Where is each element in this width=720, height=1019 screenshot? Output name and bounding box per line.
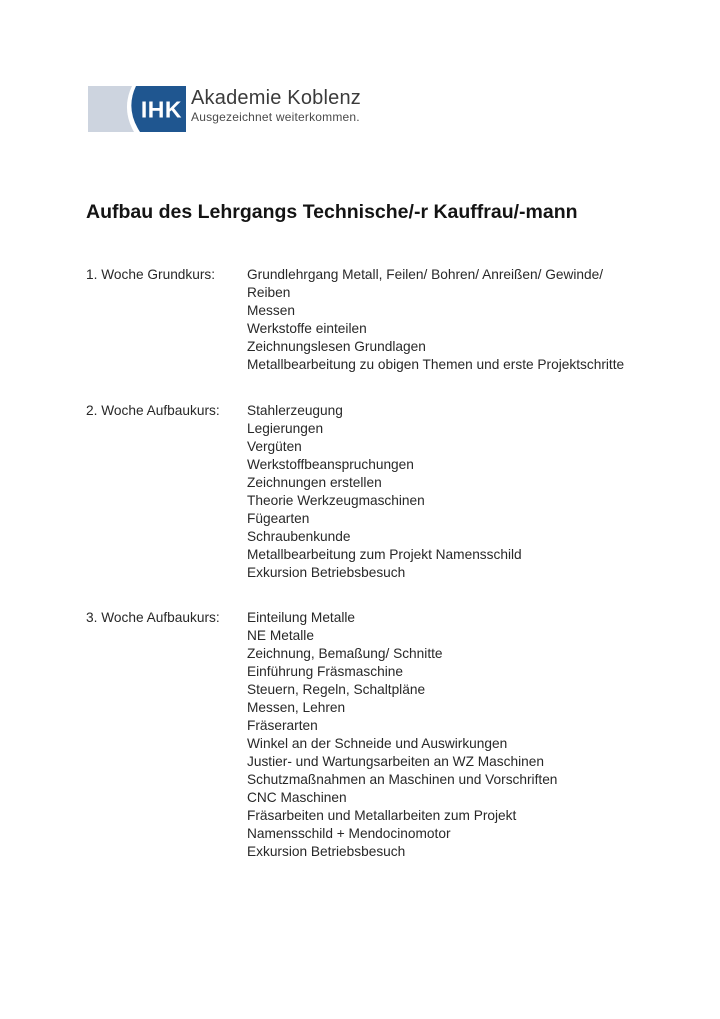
course-item: Einführung Fräsmaschine xyxy=(247,664,403,679)
logo-ihk-lettermark: IHK xyxy=(140,96,182,123)
section-label: 3. Woche Aufbaukurs: xyxy=(86,610,220,625)
section-items xyxy=(247,609,557,861)
section-label: 2. Woche Aufbaukurs: xyxy=(86,403,220,418)
course-item: Justier- und Wartungsarbeiten an WZ Maschinen xyxy=(247,754,544,769)
course-item: Messen, Lehren xyxy=(247,700,346,715)
course-item: Fräserarten xyxy=(247,718,318,733)
course-item: Werkstoffbeanspruchungen xyxy=(247,457,414,472)
course-section-week-2 xyxy=(86,402,522,582)
course-item: Zeichnungen erstellen xyxy=(247,475,382,490)
course-item: Werkstoffe einteilen xyxy=(247,321,367,336)
section-label: 1. Woche Grundkurs: xyxy=(86,267,216,282)
ihk-logo-mark xyxy=(88,86,186,132)
course-item: Fügearten xyxy=(247,511,310,526)
ihk-logo xyxy=(88,86,361,132)
course-item: Exkursion Betriebsbesuch xyxy=(247,565,406,580)
logo-name: Akademie Koblenz xyxy=(191,87,361,109)
logo-light-panel xyxy=(88,86,134,132)
course-item: Legierungen xyxy=(247,421,324,436)
course-item: Steuern, Regeln, Schaltpläne xyxy=(247,682,426,697)
course-item: Fräsarbeiten und Metallarbeiten zum Projekt xyxy=(247,808,517,823)
course-item: Reiben xyxy=(247,285,291,300)
course-item: Zeichnungslesen Grundlagen xyxy=(247,339,426,354)
course-item: Theorie Werkzeugmaschinen xyxy=(247,493,425,508)
course-item: Stahlerzeugung xyxy=(247,403,343,418)
page-title: Aufbau des Lehrgangs Technische/-r Kauffrau/-mann xyxy=(86,201,578,223)
course-item: Schutzmaßnahmen an Maschinen und Vorschriften xyxy=(247,772,558,787)
logo-text-block xyxy=(191,86,361,125)
course-item: Metallbearbeitung zu obigen Themen und erste Projektschritte xyxy=(247,357,625,372)
course-item: Einteilung Metalle xyxy=(247,610,356,625)
course-item: Vergüten xyxy=(247,439,302,454)
course-item: Zeichnung, Bemaßung/ Schnitte xyxy=(247,646,443,661)
course-item: Exkursion Betriebsbesuch xyxy=(247,844,406,859)
course-item: Metallbearbeitung zum Projekt Namensschild xyxy=(247,547,522,562)
course-item: Winkel an der Schneide und Auswirkungen xyxy=(247,736,508,751)
course-section-week-1 xyxy=(86,266,624,374)
logo-tagline: Ausgezeichnet weiterkommen. xyxy=(191,110,360,124)
course-item: Schraubenkunde xyxy=(247,529,351,544)
section-items xyxy=(247,402,522,582)
section-items xyxy=(247,266,624,374)
course-item: Messen xyxy=(247,303,295,318)
course-item: CNC Maschinen xyxy=(247,790,347,805)
course-item: NE Metalle xyxy=(247,628,314,643)
course-item: Grundlehrgang Metall, Feilen/ Bohren/ Anreißen/ Gewinde/ xyxy=(247,267,604,282)
course-item: Namensschild + Mendocinomotor xyxy=(247,826,451,841)
course-section-week-3 xyxy=(86,609,557,861)
